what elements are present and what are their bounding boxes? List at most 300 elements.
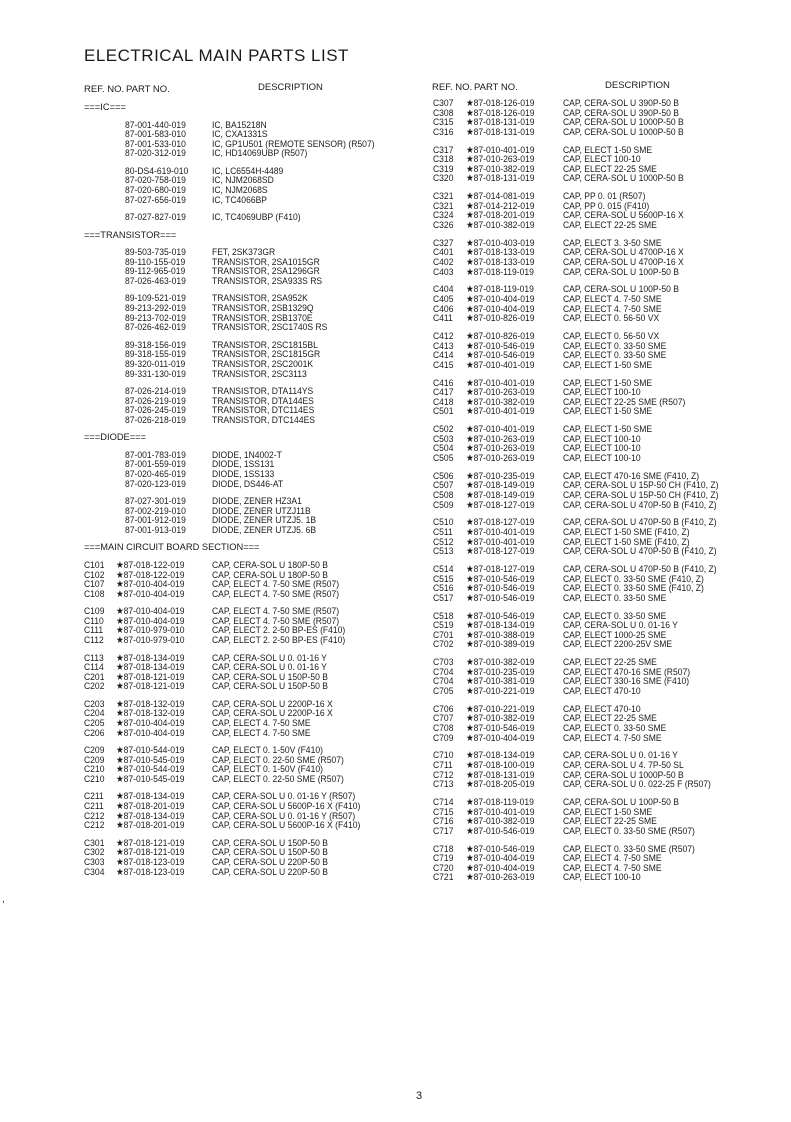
part-no: ★87-018-121-019 — [116, 681, 185, 692]
description: CAP, CERA-SOL U 150P-50 B — [212, 681, 329, 692]
description: CAP, ELECT 4. 7-50 SME — [563, 862, 662, 873]
ref-no: C318 — [433, 154, 454, 165]
description: TRANSISTOR, 2SC1815BL — [212, 339, 318, 350]
ref-no: C414 — [433, 350, 454, 361]
part-no: ★87-018-205-019 — [466, 779, 535, 790]
ref-no: C210 — [84, 773, 105, 784]
description: DIODE, ZENER UTZJ5. 6B — [212, 524, 317, 535]
ref-no: C709 — [433, 732, 454, 743]
part-no: 89-320-011-019 — [125, 358, 186, 369]
description: CAP, ELECT 1-50 SME — [563, 144, 653, 155]
part-no: ★87-010-388-019 — [466, 629, 535, 640]
ref-no: C324 — [433, 210, 454, 221]
ref-no: C211 — [84, 801, 104, 811]
part-no: ★87-018-122-019 — [116, 569, 185, 580]
description: CAP, CERA-SOL U 15P-50 CH (F410, Z) — [563, 490, 719, 500]
part-no: ★87-018-127-019 — [466, 499, 535, 510]
part-no-header: PART NO. — [126, 84, 170, 95]
description: CAP, ELECT 0. 33-50 SME (F410, Z) — [563, 583, 704, 594]
part-no: 89-109-521-019 — [125, 293, 186, 304]
ref-no: C112 — [84, 635, 104, 645]
part-no: 87-026-214-019 — [125, 386, 186, 396]
part-no: ★87-018-134-019 — [116, 810, 185, 821]
description: CAP, ELECT 470-10 — [563, 703, 641, 714]
part-no: ★87-018-127-019 — [466, 517, 535, 528]
part-no: 87-027-656-019 — [125, 194, 186, 205]
part-no: ★87-010-401-019 — [466, 377, 535, 388]
ref-no: C704 — [433, 666, 454, 677]
description: CAP, CERA-SOL U 150P-50 B — [212, 847, 329, 858]
part-no: 87-027-301-019 — [125, 496, 186, 507]
part-no: ★87-010-546-019 — [466, 350, 535, 361]
description: IC, NJM2068SD — [212, 175, 274, 186]
description: CAP, ELECT 470-16 SME (R507) — [563, 666, 691, 677]
part-no: ★87-010-404-019 — [466, 303, 535, 314]
part-no: ★87-010-545-019 — [116, 773, 185, 784]
part-no: 87-001-559-019 — [125, 459, 186, 470]
description: CAP, ELECT 22-25 SME (R507) — [563, 396, 686, 407]
part-no: ★87-010-403-019 — [466, 237, 535, 248]
part-no: ★87-010-546-019 — [466, 843, 535, 854]
description: CAP, ELECT 2. 2-50 BP-ES (F410) — [212, 625, 346, 636]
ref-no: C101 — [84, 559, 105, 570]
description: CAP, CERA-SOL U 0. 01-16 Y — [212, 662, 327, 673]
description: DIODE, ZENER UTZJ11B — [212, 505, 311, 516]
part-no: 87-027-827-019 — [125, 212, 186, 223]
description: CAP, ELECT 4. 7-50 SME (R507) — [212, 579, 340, 590]
section-heading: ===IC=== — [84, 102, 126, 112]
ref-no: C202 — [84, 681, 105, 692]
description: TRANSISTOR, 2SC2001K — [212, 358, 314, 369]
part-no: 87-001-913-019 — [125, 524, 186, 535]
ref-no: C704 — [433, 676, 454, 687]
part-no: 87-001-912-019 — [125, 515, 186, 526]
description: TRANSISTOR, 2SB1370E — [212, 312, 313, 323]
ref-no: C712 — [433, 769, 454, 780]
description: CAP, ELECT 100-10 — [563, 453, 641, 463]
ref-no: C319 — [433, 163, 454, 174]
part-no: 89-503-735-019 — [125, 247, 186, 258]
part-no: ★87-018-119-019 — [466, 797, 534, 807]
ref-no: C402 — [433, 257, 454, 267]
description: CAP, ELECT 0. 33-50 SME — [563, 350, 667, 361]
description: CAP, CERA-SOL U 0. 01-16 Y — [212, 652, 327, 663]
description: CAP, CERA-SOL U 470P-50 B (F410, Z) — [563, 564, 717, 574]
description: CAP, ELECT 4. 7-50 SME — [212, 727, 311, 738]
part-no: ★87-010-404-019 — [466, 732, 535, 743]
description: CAP, ELECT 22-25 SME — [563, 220, 657, 230]
part-no: ★87-018-131-019 — [466, 117, 535, 128]
part-no: ★87-010-401-019 — [466, 359, 535, 370]
description: CAP, CERA-SOL U 100P-50 B — [563, 266, 680, 277]
ref-no: C718 — [433, 843, 454, 854]
description: IC, LC6554H-4489 — [212, 165, 284, 176]
description: CAP, ELECT 4. 7-50 SME — [563, 294, 662, 304]
description: CAP, CERA-SOL U 2200P-16 X — [212, 708, 333, 719]
part-no: ★87-010-404-019 — [116, 579, 185, 590]
part-no: ★87-010-404-019 — [466, 853, 535, 864]
ref-no: C705 — [433, 686, 454, 696]
ref-no: C517 — [433, 592, 454, 603]
description: CAP, CERA-SOL U 1000P-50 B — [563, 769, 684, 780]
ref-no: C113 — [84, 652, 104, 663]
description: CAP, CERA-SOL U 5600P-16 X (F410) — [212, 820, 361, 831]
description: TRANSISTOR, 2SA952K — [212, 293, 308, 304]
part-no: ★87-010-235-019 — [466, 666, 535, 677]
part-no: ★87-010-382-019 — [466, 396, 535, 407]
ref-no: C412 — [433, 331, 454, 341]
description: CAP, ELECT 0. 1-50V (F410) — [212, 745, 323, 756]
part-no: ★87-018-134-019 — [116, 652, 185, 663]
part-no: 80-DS4-619-010 — [125, 165, 189, 176]
part-no-header-right: PART NO. — [474, 82, 518, 93]
description: CAP, ELECT 1-50 SME — [563, 377, 653, 388]
ref-no: C111 — [84, 625, 104, 636]
description: CAP, CERA-SOL U 180P-50 B — [212, 569, 329, 580]
description: DIODE, 1N4002-T — [212, 449, 282, 460]
ref-no-header: REF. NO. — [84, 84, 125, 95]
part-no: ★87-010-263-019 — [466, 154, 535, 165]
description: CAP, ELECT 4. 7-50 SME — [212, 718, 311, 728]
part-no: ★87-010-826-019 — [466, 331, 535, 341]
description: CAP, ELECT 4. 7-50 SME (R507) — [212, 588, 340, 599]
ref-no: C415 — [433, 359, 454, 370]
description: CAP, ELECT 0. 33-50 SME (R507) — [563, 843, 695, 854]
description: CAP, ELECT 0. 22-50 SME (R507) — [212, 773, 344, 784]
description: CAP, ELECT 0. 1-50V (F410) — [212, 764, 323, 775]
part-no: ★87-010-263-019 — [466, 453, 535, 463]
description: CAP, ELECT 100-10 — [563, 872, 641, 883]
part-no: ★87-018-133-019 — [466, 247, 535, 258]
part-no: ★87-010-382-019 — [466, 163, 535, 174]
part-no: 87-020-465-019 — [125, 469, 186, 479]
description: CAP, CERA-SOL U 220P-50 B — [212, 856, 329, 867]
part-no: ★87-018-131-019 — [466, 126, 535, 137]
part-no: ★87-010-263-019 — [466, 433, 535, 444]
part-no: ★87-018-121-019 — [116, 847, 185, 858]
ref-no: C404 — [433, 284, 454, 295]
ref-no: C102 — [84, 569, 105, 580]
ref-no: C714 — [433, 797, 454, 807]
part-no: ★87-018-127-019 — [466, 564, 535, 574]
ref-no: C107 — [84, 579, 105, 590]
ref-no: C327 — [433, 237, 454, 248]
part-no: ★87-018-123-019 — [116, 866, 185, 877]
ref-no: C108 — [84, 588, 105, 599]
part-no: ★87-010-401-019 — [466, 406, 535, 417]
ref-no: C209 — [84, 754, 105, 765]
ref-no: C406 — [433, 303, 454, 314]
section-heading: ===TRANSISTOR=== — [84, 229, 177, 240]
description: TRANSISTOR, 2SC3113 — [212, 368, 307, 379]
description: CAP, CERA-SOL U 4. 7P-50 SL — [563, 760, 684, 770]
description: CAP, CERA-SOL U 0. 01-16 Y — [563, 620, 678, 631]
description: CAP, ELECT 0. 33-50 SME — [563, 592, 667, 603]
part-no: ★87-018-127-019 — [466, 546, 535, 557]
part-no: ★87-018-134-019 — [466, 620, 535, 631]
part-no: 87-001-783-019 — [125, 449, 186, 460]
part-no: ★87-018-201-019 — [116, 801, 185, 811]
description: CAP, ELECT 100-10 — [563, 443, 641, 454]
description: TRANSISTOR, DTA144ES — [212, 395, 314, 406]
part-no: ★87-010-404-019 — [116, 718, 185, 728]
part-no: ★87-010-389-019 — [466, 639, 535, 650]
part-no: ★87-010-263-019 — [466, 443, 535, 454]
description: TRANSISTOR, 2SA933S RS — [212, 275, 323, 286]
part-no: ★87-010-382-019 — [466, 657, 535, 668]
part-no: 89-318-156-019 — [125, 339, 186, 350]
description: CAP, ELECT 3. 3-50 SME — [563, 237, 662, 248]
part-no: ★87-018-133-019 — [466, 257, 535, 267]
ref-no: C303 — [84, 856, 105, 867]
description: CAP, ELECT 0. 22-50 SME (R507) — [212, 754, 344, 765]
ref-no: C316 — [433, 126, 454, 137]
ref-no: C715 — [433, 806, 454, 817]
description: TRANSISTOR, 2SA1015GR — [212, 256, 320, 267]
ref-no: C711 — [433, 760, 453, 770]
part-no: ★87-018-149-019 — [466, 490, 535, 500]
description: CAP, ELECT 4. 7-50 SME (R507) — [212, 615, 340, 626]
part-no: ★87-018-126-019 — [466, 98, 535, 108]
part-no: ★87-010-382-019 — [466, 816, 535, 827]
ref-no: C713 — [433, 779, 454, 790]
part-no: ★87-010-546-019 — [466, 723, 535, 733]
part-no: ★87-018-131-019 — [466, 769, 535, 780]
description: CAP, ELECT 100-10 — [563, 387, 641, 398]
description: IC, GP1U501 (REMOTE SENSOR) (R507) — [212, 138, 375, 149]
ref-no: C519 — [433, 620, 454, 631]
ref-no: C315 — [433, 117, 454, 128]
section-heading: ===DIODE=== — [84, 432, 147, 443]
ref-no: C703 — [433, 657, 454, 668]
description: CAP, CERA-SOL U 180P-50 B — [212, 559, 329, 570]
description: CAP, ELECT 2. 2-50 BP-ES (F410) — [212, 635, 346, 645]
description: CAP, CERA-SOL U 5600P-16 X — [563, 210, 684, 221]
ref-no: C206 — [84, 727, 105, 738]
page-title: ELECTRICAL MAIN PARTS LIST — [84, 46, 349, 65]
part-no: ★87-018-121-019 — [116, 837, 185, 848]
ref-no: C212 — [84, 820, 105, 831]
ref-no: C321 — [433, 200, 454, 211]
part-no: 87-002-219-010 — [125, 505, 186, 516]
ref-no: C509 — [433, 499, 454, 510]
part-no: ★87-010-546-019 — [466, 610, 535, 621]
part-no: 87-020-123-019 — [125, 478, 186, 489]
ref-no: C701 — [433, 629, 454, 640]
part-no: 87-026-218-019 — [125, 414, 186, 425]
part-no: ★87-010-979-010 — [116, 635, 185, 645]
part-no: ★87-018-126-019 — [466, 107, 535, 118]
ref-no: C201 — [84, 671, 105, 682]
description: CAP, CERA-SOL U 150P-50 B — [212, 671, 329, 682]
ref-no: C405 — [433, 294, 454, 304]
ref-no: C417 — [433, 387, 454, 398]
description: CAP, CERA-SOL U 470P-50 B (F410, Z) — [563, 499, 717, 510]
ref-no: C717 — [433, 825, 454, 836]
ref-no: C512 — [433, 536, 454, 547]
description: CAP, CERA-SOL U 15P-50 CH (F410, Z) — [563, 480, 719, 491]
ref-no: C706 — [433, 703, 454, 714]
ref-no-header-right: REF. NO. — [432, 82, 473, 93]
ref-no: C302 — [84, 847, 105, 858]
ref-no: C307 — [433, 98, 454, 108]
description: CAP, ELECT 1-50 SME — [563, 424, 653, 435]
part-no: ★87-010-401-019 — [466, 806, 535, 817]
part-no: ★87-018-132-019 — [116, 708, 185, 719]
ref-no: C501 — [433, 406, 454, 417]
part-no: 87-001-533-010 — [125, 138, 186, 149]
description: CAP, ELECT 22-25 SME — [563, 163, 657, 174]
description: CAP, CERA-SOL U 0. 022-25 F (R507) — [563, 779, 711, 790]
description: CAP, ELECT 4. 7-50 SME (R507) — [212, 606, 340, 617]
description: CAP, ELECT 100-10 — [563, 433, 641, 444]
part-no: ★87-018-131-019 — [466, 173, 535, 184]
description: CAP, ELECT 1-50 SME — [563, 359, 653, 370]
description: CAP, ELECT 470-10 — [563, 686, 641, 696]
part-no: 89-110-155-019 — [125, 256, 186, 267]
description-header-right: DESCRIPTION — [605, 80, 670, 91]
description: CAP, ELECT 1-50 SME (F410, Z) — [563, 527, 690, 537]
part-no: 89-213-702-019 — [125, 312, 186, 323]
ref-no: C506 — [433, 470, 454, 481]
description: CAP, CERA-SOL U 390P-50 B — [563, 107, 680, 118]
description: CAP, ELECT 0. 33-50 SME — [563, 723, 667, 733]
description: CAP, CERA-SOL U 0. 01-16 Y — [563, 750, 678, 761]
part-no: ★87-010-544-019 — [116, 764, 185, 775]
description: CAP, ELECT 4. 7-50 SME — [563, 303, 662, 314]
part-no: 87-026-462-019 — [125, 322, 186, 333]
ref-no: C204 — [84, 708, 105, 719]
ref-no: C504 — [433, 443, 454, 454]
part-no: 89-213-292-019 — [125, 303, 186, 313]
description: CAP, CERA-SOL U 100P-50 B — [563, 797, 680, 807]
ref-no: C418 — [433, 396, 454, 407]
ref-no: C505 — [433, 453, 454, 463]
description: CAP, CERA-SOL U 1000P-50 B — [563, 173, 684, 184]
scan-mark: , — [2, 894, 5, 905]
description: IC, NJM2068S — [212, 185, 268, 195]
description: CAP, CERA-SOL U 4700P-16 X — [563, 257, 684, 267]
ref-no: C502 — [433, 424, 454, 435]
part-no: 87-020-758-019 — [125, 175, 186, 186]
part-no: ★87-010-221-019 — [466, 703, 535, 714]
part-no: ★87-018-119-019 — [466, 284, 534, 295]
ref-no: C507 — [433, 480, 454, 491]
description: CAP, ELECT 0. 56-50 VX — [563, 331, 660, 341]
part-no: ★87-010-404-019 — [116, 615, 185, 626]
description: DIODE, ZENER UTZJ5. 1B — [212, 515, 317, 526]
description: CAP, CERA-SOL U 1000P-50 B — [563, 126, 684, 137]
description: DIODE, 1SS131 — [212, 459, 275, 470]
part-no: ★87-010-401-019 — [466, 536, 535, 547]
part-no: ★87-010-401-019 — [466, 527, 535, 537]
ref-no: C205 — [84, 718, 105, 728]
part-no: ★87-018-134-019 — [466, 750, 535, 761]
description: CAP, CERA-SOL U 470P-50 B (F410, Z) — [563, 546, 717, 557]
description: CAP, CERA-SOL U 0. 01-16 Y (R507) — [212, 791, 356, 802]
description: CAP, CERA-SOL U 390P-50 B — [563, 98, 680, 108]
ref-no: C710 — [433, 750, 454, 761]
part-no: ★87-018-201-019 — [116, 820, 185, 831]
description: CAP, ELECT 22-25 SME — [563, 657, 657, 668]
ref-no: C702 — [433, 639, 454, 650]
part-no: ★87-010-263-019 — [466, 872, 535, 883]
description: CAP, CERA-SOL U 1000P-50 B — [563, 117, 684, 128]
ref-no: C515 — [433, 573, 454, 584]
part-no: ★87-014-212-019 — [466, 200, 535, 211]
description: CAP, CERA-SOL U 0. 01-16 Y (R507) — [212, 810, 356, 821]
description: CAP, ELECT 1-50 SME — [563, 806, 653, 817]
description-header: DESCRIPTION — [258, 82, 323, 93]
ref-no: C203 — [84, 698, 105, 709]
part-no: ★87-010-235-019 — [466, 470, 535, 481]
description: CAP, CERA-SOL U 2200P-16 X — [212, 698, 333, 709]
part-no: ★87-010-401-019 — [466, 144, 535, 155]
part-no: ★87-010-401-019 — [466, 424, 535, 435]
part-no: ★87-010-404-019 — [466, 862, 535, 873]
part-no: ★87-010-979-010 — [116, 625, 185, 636]
description: DIODE, ZENER HZ3A1 — [212, 496, 302, 507]
description: TRANSISTOR, DTC144ES — [212, 414, 315, 425]
description: CAP, CERA-SOL U 5600P-16 X (F410) — [212, 801, 361, 811]
part-no: ★87-010-826-019 — [466, 313, 535, 324]
ref-no: C510 — [433, 517, 454, 528]
ref-no: C211 — [84, 791, 104, 802]
part-no: 87-020-312-019 — [125, 148, 186, 159]
description: CAP, ELECT 1-50 SME — [563, 406, 653, 417]
ref-no: C326 — [433, 220, 454, 230]
part-no: ★87-010-404-019 — [466, 294, 535, 304]
ref-no: C403 — [433, 266, 454, 277]
part-no: ★87-010-404-019 — [116, 727, 185, 738]
part-no: ★87-018-201-019 — [466, 210, 535, 221]
ref-no: C110 — [84, 615, 104, 626]
description: CAP, CERA-SOL U 150P-50 B — [212, 837, 329, 848]
ref-no: C411 — [433, 313, 453, 324]
ref-no: C210 — [84, 764, 105, 775]
ref-no: C719 — [433, 853, 454, 864]
description: IC, HD14069UBP (R507) — [212, 148, 308, 159]
ref-no: C708 — [433, 723, 454, 733]
description: IC, CXA1331S — [212, 129, 268, 140]
description: CAP, ELECT 1-50 SME (F410, Z) — [563, 536, 690, 547]
ref-no: C503 — [433, 433, 454, 444]
description: FET, 2SK373GR — [212, 247, 276, 258]
description: CAP, ELECT 330-16 SME (F410) — [563, 676, 690, 687]
description: CAP, ELECT 22-25 SME — [563, 713, 657, 724]
ref-no: C721 — [433, 872, 454, 883]
ref-no: C114 — [84, 662, 104, 673]
ref-no: C508 — [433, 490, 454, 500]
page-number: 3 — [416, 1090, 423, 1102]
ref-no: C514 — [433, 564, 454, 574]
part-no: ★87-010-382-019 — [466, 220, 535, 230]
ref-no: C321 — [433, 191, 454, 202]
part-no: 87-001-583-010 — [125, 129, 186, 140]
description: CAP, PP 0. 015 (F410) — [563, 200, 650, 211]
part-no: ★87-018-100-019 — [466, 760, 535, 770]
description: CAP, CERA-SOL U 4700P-16 X — [563, 247, 684, 258]
description: CAP, ELECT 0. 56-50 VX — [563, 313, 660, 324]
part-no: ★87-010-546-019 — [466, 340, 535, 351]
ref-no: C401 — [433, 247, 454, 258]
ref-no: C320 — [433, 173, 454, 184]
description: IC, TC4066BP — [212, 194, 267, 205]
description: DIODE, DS446-AT — [212, 478, 284, 489]
ref-no: C301 — [84, 837, 105, 848]
description: CAP, ELECT 2200-25V SME — [563, 639, 673, 650]
description: CAP, ELECT 22-25 SME — [563, 816, 657, 827]
